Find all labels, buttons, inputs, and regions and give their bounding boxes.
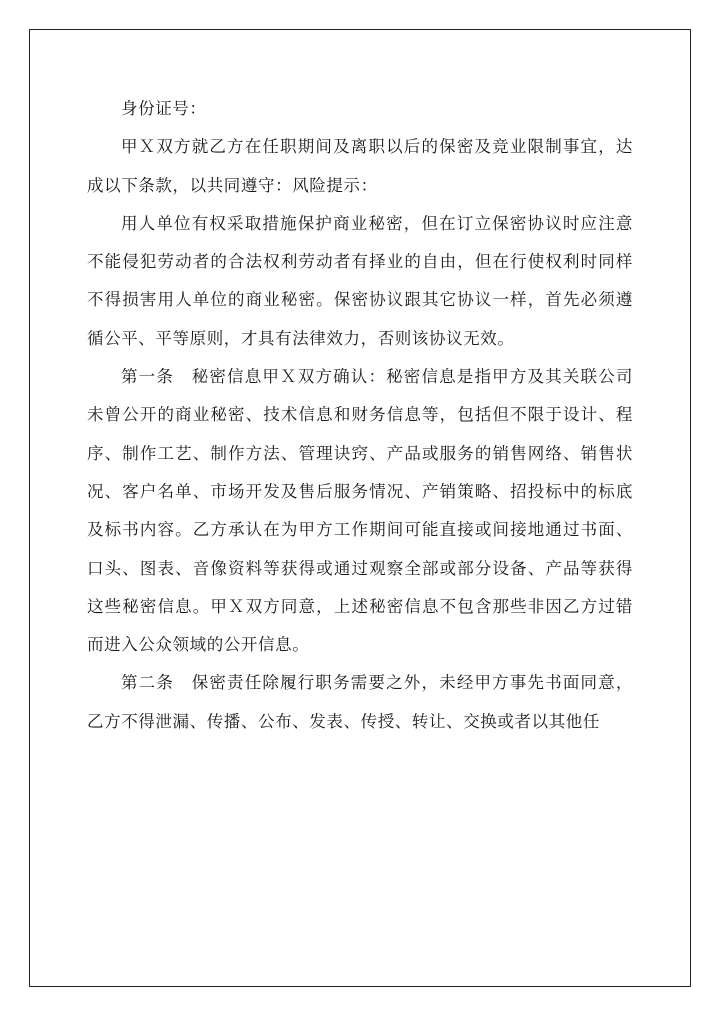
id-number-line: 身份证号： [121,99,207,118]
article-2-paragraph: 第二条 保密责任除履行职务需要之外，未经甲方事先书面同意，乙方不得泄漏、传播、公布、发表、传授、转让、交换或者以其他任 [87,673,633,731]
document-body [87,90,633,741]
preamble-paragraph: 甲Ｘ双方就乙方在任职期间及离职以后的保密及竞业限制事宜，达成以下条款，以共同遵守：风险提示： [87,137,633,195]
article-1-paragraph: 第一条 秘密信息甲Ｘ双方确认：秘密信息是指甲方及其关联公司未曾公开的商业秘密、技术信息和财务信息等，包括但不限于设计、程序、制作工艺、制作方法、管理诀窍、产品或服务的销售网络、销售状况、客户名单、市场开发及售后服务情况、产销策略、招投标中的标底及标书内容。乙方承认在为甲方工作期间可能直接或间接地通过书面、口头、图表、音像资料等获得或通过观察全部或部分设备、产品等获得这些秘密信息。甲Ｘ双方同意，上述秘密信息不包含那些非因乙方过错而进入公众领域的公开信息。 [87,367,633,655]
risk-notice-paragraph: 用人单位有权采取措施保护商业秘密，但在订立保密协议时应注意不能侵犯劳动者的合法权利劳动者有择业的自由，但在行使权利时同样不得损害用人单位的商业秘密。保密协议跟其它协议一样，首先必须遵循公平、平等原则，才具有法律效力，否则该协议无效。 [87,213,633,348]
